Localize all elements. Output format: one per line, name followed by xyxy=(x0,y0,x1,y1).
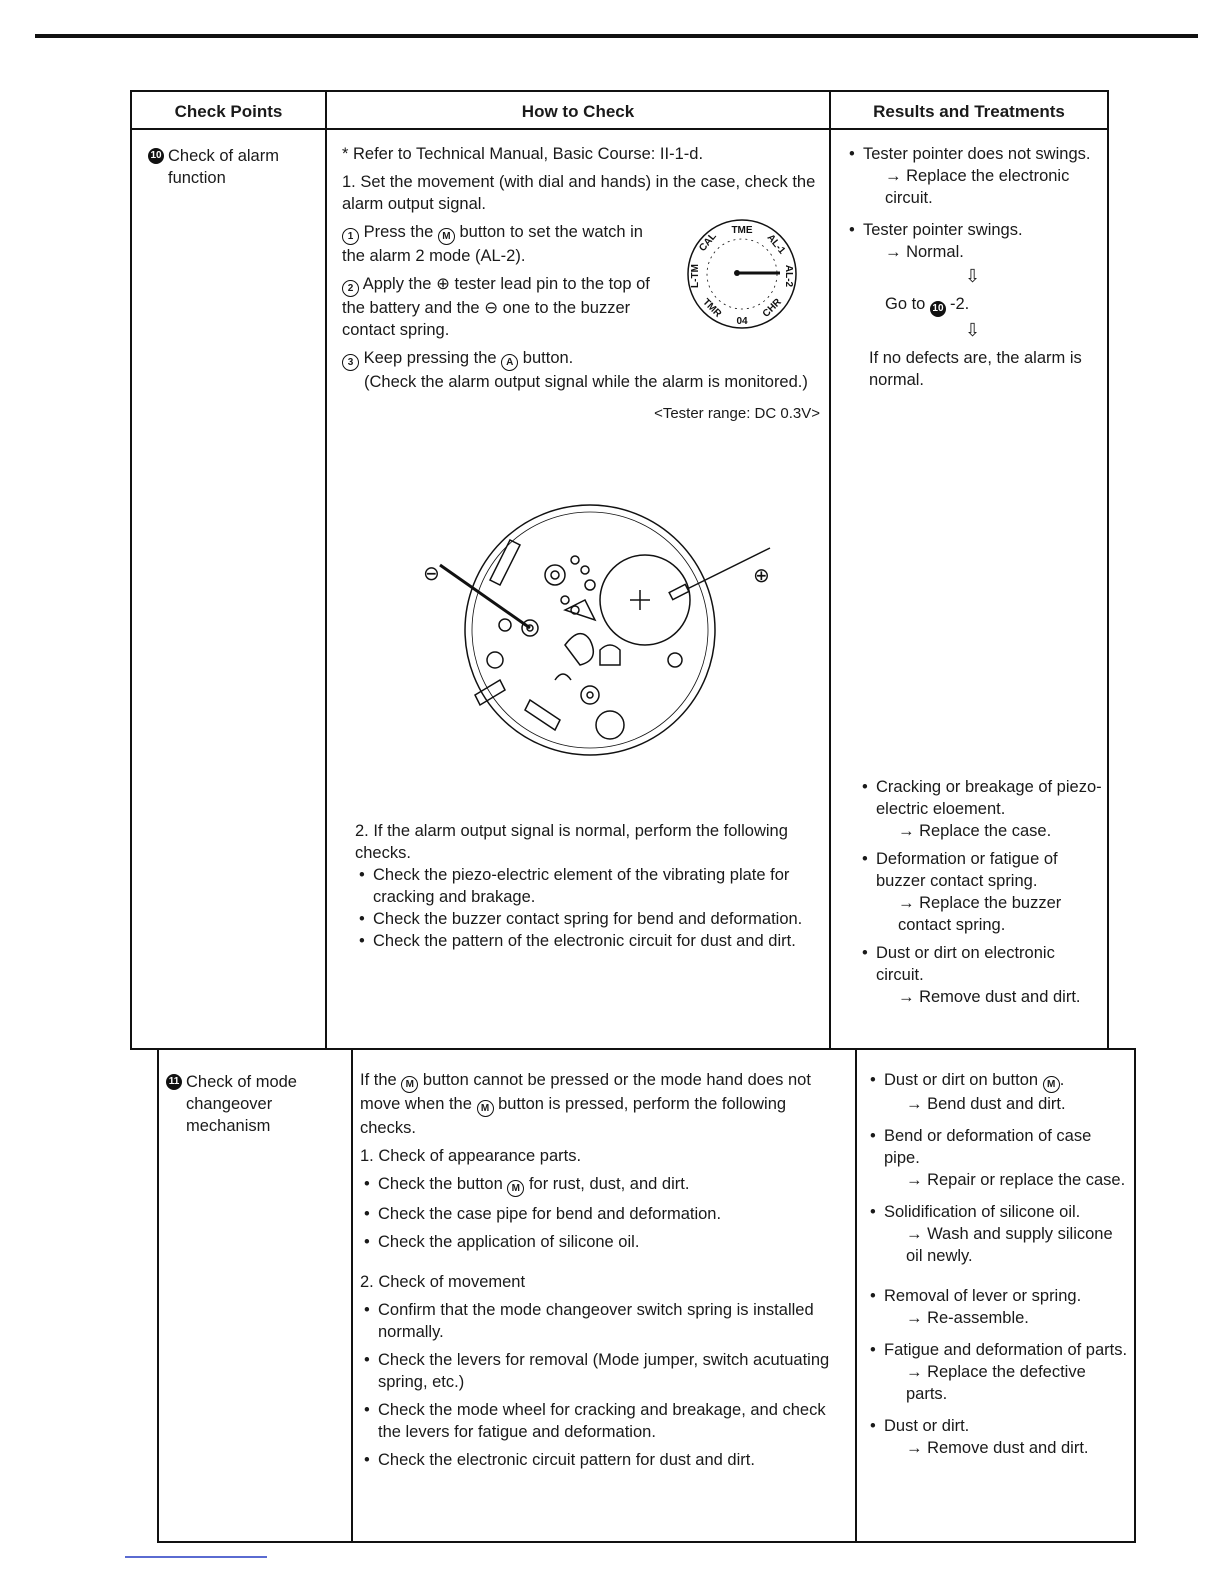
section-11-check-4: • Check the electronic circuit pattern for dust and dirt. xyxy=(360,1449,836,1471)
plus-symbol: ⊕ xyxy=(436,275,450,293)
check-point-10-label: Check of alarm function xyxy=(168,147,279,187)
section-11-check-3: • Check the mode wheel for cracking and breakage, and check the levers for fatigue and deformation. xyxy=(360,1399,836,1443)
table-border-right xyxy=(1107,90,1109,1050)
dial-label-tmr: TMR xyxy=(700,296,724,320)
header-how-to-check: How to Check xyxy=(521,102,635,121)
result-6: • Dust or dirt on electronic circuit. xyxy=(858,942,1106,986)
bottom-mark xyxy=(125,1556,267,1558)
section-11-step-2: 2. Check of movement xyxy=(360,1273,526,1291)
result-2-fix: → Normal. xyxy=(885,243,964,261)
col-divider-1 xyxy=(325,90,327,1050)
dial-label-cal: CAL xyxy=(697,230,719,254)
table2-border-right xyxy=(1134,1050,1136,1543)
dial-label-chr: CHR xyxy=(760,296,784,320)
result-11-3-fix: → Wash and supply silicone oil newly. xyxy=(906,1225,1113,1265)
result-1: • Tester pointer does not swings. xyxy=(845,143,1100,165)
table2-col-divider-1 xyxy=(351,1050,353,1543)
tester-range: <Tester range: DC 0.3V> xyxy=(654,405,820,422)
header-divider xyxy=(130,128,1109,130)
step-2-bullet-1: • Check the piezo-electric element of the vibrating plate for cracking and brakage. xyxy=(355,864,827,908)
a-button-icon: A xyxy=(501,354,518,371)
step-2: 2. If the alarm output signal is normal, perform the following checks. xyxy=(355,822,788,862)
header-results: Results and Treatments xyxy=(873,102,1065,121)
dial-diagram xyxy=(682,214,802,334)
result-11-6: • Dust or dirt. xyxy=(866,1415,1128,1437)
result-11-2-fix: → Repair or replace the case. xyxy=(906,1171,1126,1189)
result-6-fix: → Remove dust and dirt. xyxy=(898,988,1081,1006)
substep-3-note: (Check the alarm output signal while the alarm is monitored.) xyxy=(364,373,808,391)
top-rule xyxy=(35,34,1198,38)
reference-note: * Refer to Technical Manual, Basic Course: II-1-d. xyxy=(342,145,704,163)
section-11-check-1: • Confirm that the mode changeover switch spring is installed normally. xyxy=(360,1299,836,1343)
dial-label-al2: AL-2 xyxy=(783,264,794,288)
table2-border-left xyxy=(157,1050,159,1543)
minus-lead xyxy=(440,565,530,628)
section-11-intro: If the M button cannot be pressed or the mode hand does not move when the M button is pressed, perform the following checks. xyxy=(360,1071,811,1137)
dial-label-ltm: L-TM xyxy=(690,264,701,288)
col-divider-2 xyxy=(829,90,831,1050)
substep-2: 2 Apply the ⊕ tester lead pin to the top of the battery and the ⊖ one to the buzzer contact spring. xyxy=(342,275,650,339)
result-11-5: • Fatigue and deformation of parts. xyxy=(866,1339,1128,1361)
section-11-bullet-3: • Check the application of silicone oil. xyxy=(360,1231,836,1253)
check-point-10 xyxy=(148,145,318,189)
step-2-bullet-3: • Check the pattern of the electronic circuit for dust and dirt. xyxy=(355,930,827,952)
check-point-11 xyxy=(166,1071,346,1137)
check-point-11-label: Check of mode changeover mechanism xyxy=(186,1073,297,1135)
dial-label-04: 04 xyxy=(736,316,748,327)
dial-label-tme: TME xyxy=(731,225,753,236)
result-11-2: • Bend or deformation of case pipe. xyxy=(866,1125,1128,1169)
section-number-10: 10 xyxy=(148,148,164,164)
dial-label-al1: AL-1 xyxy=(764,232,788,257)
step-1: 1. Set the movement (with dial and hands) in the case, check the alarm output signal. xyxy=(342,173,816,213)
result-2: • Tester pointer swings. xyxy=(845,219,1100,241)
result-4-fix: → Replace the case. xyxy=(898,822,1052,840)
result-4: • Cracking or breakage of piezo-electric eloement. xyxy=(858,776,1106,820)
result-11-4: • Removal of lever or spring. xyxy=(866,1285,1128,1307)
section-11-bullet-2: • Check the case pipe for bend and deformation. xyxy=(360,1203,836,1225)
how-to-check-11 xyxy=(360,1069,836,1471)
minus-terminal-label: ⊖ xyxy=(423,561,440,585)
m-button-icon: M xyxy=(401,1076,418,1093)
table2-border-bottom xyxy=(157,1541,1136,1543)
dial-pivot xyxy=(734,270,740,276)
section-11-bullet-1: • Check the button M for rust, dust, and dirt. xyxy=(360,1173,836,1197)
table-border-left xyxy=(130,90,132,1050)
result-11-1-fix: → Bend dust and dirt. xyxy=(906,1095,1066,1113)
down-arrow-icon: ⇩ xyxy=(964,320,981,340)
substep-3: 3 Keep pressing the A button. xyxy=(342,347,820,371)
m-button-icon: M xyxy=(477,1100,494,1117)
result-11-1: • Dust or dirt on button M . xyxy=(866,1069,1128,1093)
result-11-5-fix: → Replace the defective parts. xyxy=(906,1363,1086,1403)
results-10 xyxy=(845,143,1100,391)
table-border-top xyxy=(130,90,1109,92)
result-5: • Deformation or fatigue of buzzer contact spring. xyxy=(858,848,1106,892)
m-button-icon: M xyxy=(438,228,455,245)
section-11-check-2: • Check the levers for removal (Mode jumper, switch acutuating spring, etc.) xyxy=(360,1349,836,1393)
table2-col-divider-2 xyxy=(855,1050,857,1543)
section-11-step-1: 1. Check of appearance parts. xyxy=(360,1147,582,1165)
substep-1: 1 Press the M button to set the watch in the alarm 2 mode (AL-2). xyxy=(342,223,643,265)
header-check-points: Check Points xyxy=(174,102,283,121)
m-button-icon: M xyxy=(507,1180,524,1197)
down-arrow-icon: ⇩ xyxy=(964,266,981,286)
results-11 xyxy=(866,1069,1128,1459)
movement-diagram xyxy=(415,500,785,770)
results-10-part2 xyxy=(858,776,1106,1008)
result-11-4-fix: → Re-assemble. xyxy=(906,1309,1029,1327)
section-divider xyxy=(130,1048,1136,1050)
result-1-fix: → Replace the electronic circuit. xyxy=(885,167,1070,207)
result-11-3: • Solidification of silicone oil. xyxy=(866,1201,1128,1223)
how-to-check-10-step2 xyxy=(355,820,827,952)
m-button-icon: M xyxy=(1043,1076,1060,1093)
result-3: If no defects are, the alarm is normal. xyxy=(869,349,1082,389)
minus-symbol: ⊖ xyxy=(484,299,499,317)
section-number-11: 11 xyxy=(166,1074,182,1090)
plus-terminal-label: ⊕ xyxy=(753,563,770,587)
step-2-bullet-2: • Check the buzzer contact spring for bend and deformation. xyxy=(355,908,827,930)
goto-step: Go to 10 -2. xyxy=(845,293,1100,317)
result-11-6-fix: → Remove dust and dirt. xyxy=(906,1439,1089,1457)
result-5-fix: → Replace the buzzer contact spring. xyxy=(898,894,1062,934)
